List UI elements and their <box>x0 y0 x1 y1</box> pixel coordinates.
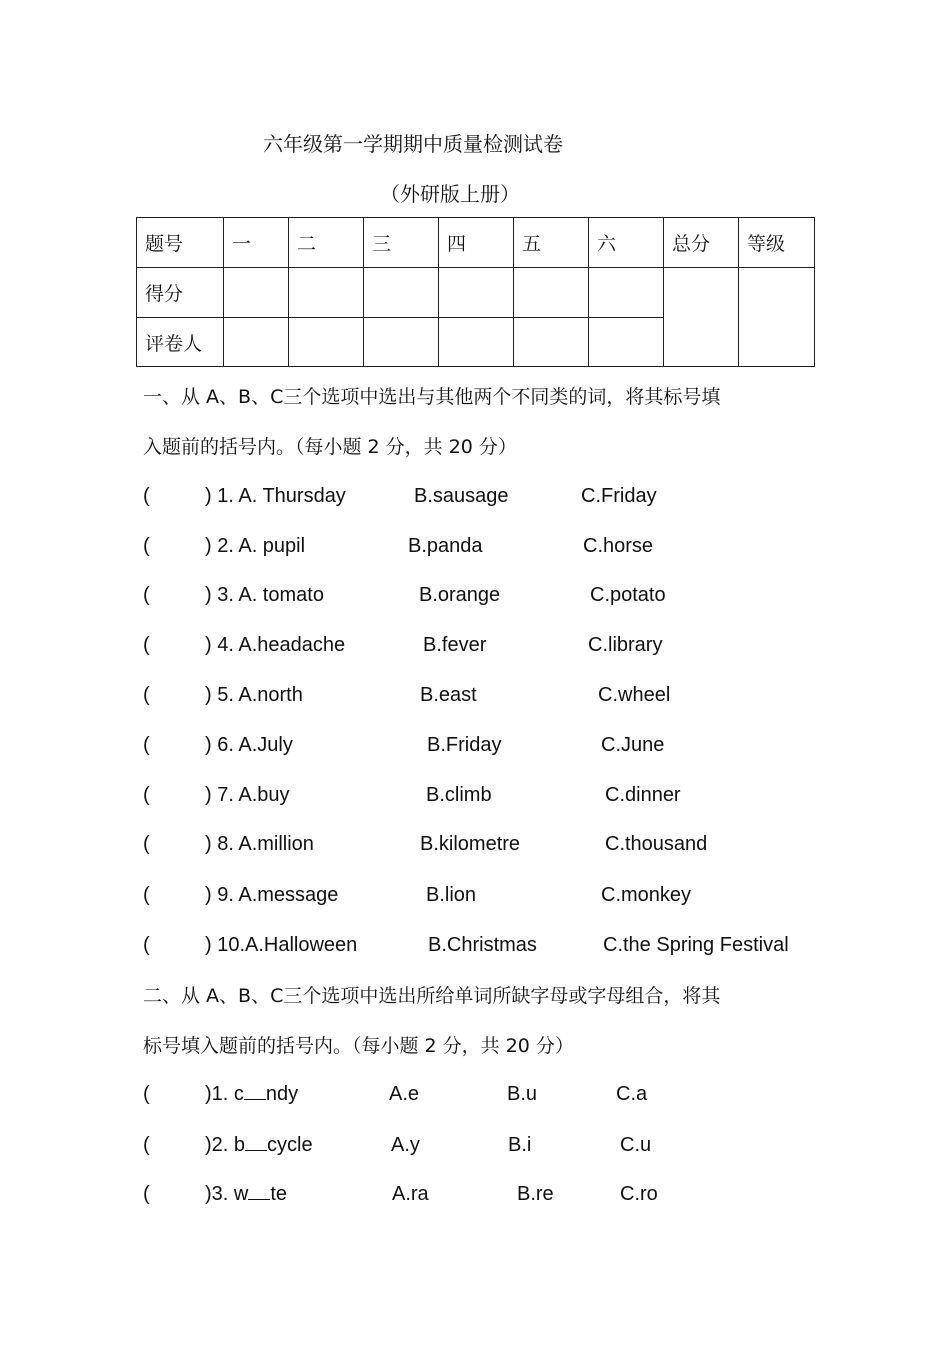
option-a: A.ra <box>392 1183 429 1205</box>
score-cell[interactable] <box>514 268 589 318</box>
score-table <box>136 217 815 367</box>
answer-paren[interactable]: ( <box>143 833 150 855</box>
header-cell-5: 五 <box>514 218 589 268</box>
total-score-cell[interactable] <box>664 268 739 367</box>
question-option-a: ) 4. A.headache <box>205 634 346 656</box>
word-prefix: c <box>233 1083 244 1105</box>
question-option-c: C.June <box>601 734 665 756</box>
word-suffix: ndy <box>265 1083 299 1105</box>
question-option-b: B.orange <box>419 584 501 606</box>
question-option-b: B.fever <box>423 634 487 656</box>
answer-paren[interactable]: ( <box>143 734 150 756</box>
answer-paren[interactable]: ( <box>143 634 150 656</box>
answer-paren[interactable]: ( <box>143 584 150 606</box>
grader-cell[interactable] <box>364 318 439 367</box>
question-option-b: B.climb <box>426 784 492 806</box>
option-a: A.e <box>389 1083 420 1105</box>
header-cell-grade: 等级 <box>739 218 815 268</box>
question-option-a: ) 1. A. Thursday <box>205 485 346 507</box>
score-cell[interactable] <box>364 268 439 318</box>
letter-blank <box>245 1134 267 1151</box>
header-cell-3: 三 <box>364 218 439 268</box>
question-option-c: C.monkey <box>601 884 692 906</box>
section1-instruction-line1: 一、从 A、B、C三个选项中选出与其他两个不同类的词，将其标号填 <box>143 386 721 408</box>
answer-paren[interactable]: ( <box>143 1083 150 1105</box>
grader-cell[interactable] <box>439 318 514 367</box>
header-cell-2: 二 <box>289 218 364 268</box>
score-cell[interactable] <box>439 268 514 318</box>
question-option-a: ) 8. A.million <box>205 833 314 855</box>
option-b: B.i <box>508 1134 532 1156</box>
section2-instruction-line2: 标号填入题前的括号内。（每小题 2 分，共 20 分） <box>143 1035 574 1057</box>
section1-instruction-line2: 入题前的括号内。（每小题 2 分，共 20 分） <box>143 436 517 458</box>
question-option-c: C.library <box>588 634 663 656</box>
question-option-a: ) 5. A.north <box>205 684 303 706</box>
grade-cell[interactable] <box>739 268 815 367</box>
question-option-b: B.Christmas <box>428 934 537 956</box>
score-cell[interactable] <box>589 268 664 318</box>
answer-paren[interactable]: ( <box>143 684 150 706</box>
option-b: B.re <box>517 1183 554 1205</box>
header-cell-6: 六 <box>589 218 664 268</box>
section2-instruction-line1: 二、从 A、B、C三个选项中选出所给单词所缺字母或字母组合，将其 <box>143 985 721 1007</box>
question-number: )1. <box>205 1083 234 1105</box>
question-option-a: ) 9. A.message <box>205 884 339 906</box>
question-word <box>205 1183 287 1206</box>
question-number: )3. <box>205 1183 234 1205</box>
grader-cell[interactable] <box>224 318 289 367</box>
question-option-c: C.thousand <box>605 833 708 855</box>
exam-subtitle: （外研版上册） <box>380 182 520 206</box>
grader-cell[interactable] <box>589 318 664 367</box>
question-option-c: C.dinner <box>605 784 681 806</box>
question-option-b: B.lion <box>426 884 477 906</box>
question-option-a: ) 2. A. pupil <box>205 535 306 557</box>
question-option-a: ) 6. A.July <box>205 734 293 756</box>
word-suffix: te <box>270 1183 288 1205</box>
question-option-c: C.potato <box>590 584 666 606</box>
exam-title: 六年级第一学期期中质量检测试卷 <box>263 132 563 156</box>
answer-paren[interactable]: ( <box>143 784 150 806</box>
header-cell-1: 一 <box>224 218 289 268</box>
score-table-header-row <box>137 218 815 268</box>
question-option-c: C.Friday <box>581 485 657 507</box>
question-option-a: ) 10.A.Halloween <box>205 934 358 956</box>
answer-paren[interactable]: ( <box>143 485 150 507</box>
question-option-a: ) 7. A.buy <box>205 784 290 806</box>
answer-paren[interactable]: ( <box>143 884 150 906</box>
option-c: C.u <box>620 1134 652 1156</box>
question-option-b: B.panda <box>408 535 483 557</box>
row-label-score: 得分 <box>137 268 224 318</box>
answer-paren[interactable]: ( <box>143 535 150 557</box>
question-option-b: B.Friday <box>427 734 502 756</box>
option-c: C.a <box>616 1083 648 1105</box>
option-c: C.ro <box>620 1183 658 1205</box>
score-cell[interactable] <box>289 268 364 318</box>
question-option-b: B.kilometre <box>420 833 521 855</box>
option-a: A.y <box>391 1134 420 1156</box>
word-suffix: cycle <box>267 1134 313 1156</box>
grader-cell[interactable] <box>289 318 364 367</box>
answer-paren[interactable]: ( <box>143 1183 150 1205</box>
score-row <box>137 268 815 318</box>
question-number: )2. <box>205 1134 234 1156</box>
word-prefix: b <box>233 1134 246 1156</box>
header-cell-total: 总分 <box>664 218 739 268</box>
answer-paren[interactable]: ( <box>143 934 150 956</box>
question-option-a: ) 3. A. tomato <box>205 584 324 606</box>
score-cell[interactable] <box>224 268 289 318</box>
question-word <box>205 1083 298 1106</box>
option-b: B.u <box>507 1083 538 1105</box>
question-word <box>205 1134 313 1157</box>
header-cell-4: 四 <box>439 218 514 268</box>
word-prefix: w <box>233 1183 249 1205</box>
grader-cell[interactable] <box>514 318 589 367</box>
question-option-b: B.east <box>420 684 477 706</box>
header-cell-question-no: 题号 <box>137 218 224 268</box>
question-option-b: B.sausage <box>414 485 509 507</box>
answer-paren[interactable]: ( <box>143 1134 150 1156</box>
row-label-grader: 评卷人 <box>137 318 224 367</box>
question-option-c: C.horse <box>583 535 654 557</box>
letter-blank <box>248 1183 270 1200</box>
letter-blank <box>244 1083 266 1100</box>
question-option-c: C.the Spring Festival <box>603 934 789 956</box>
question-option-c: C.wheel <box>598 684 671 706</box>
